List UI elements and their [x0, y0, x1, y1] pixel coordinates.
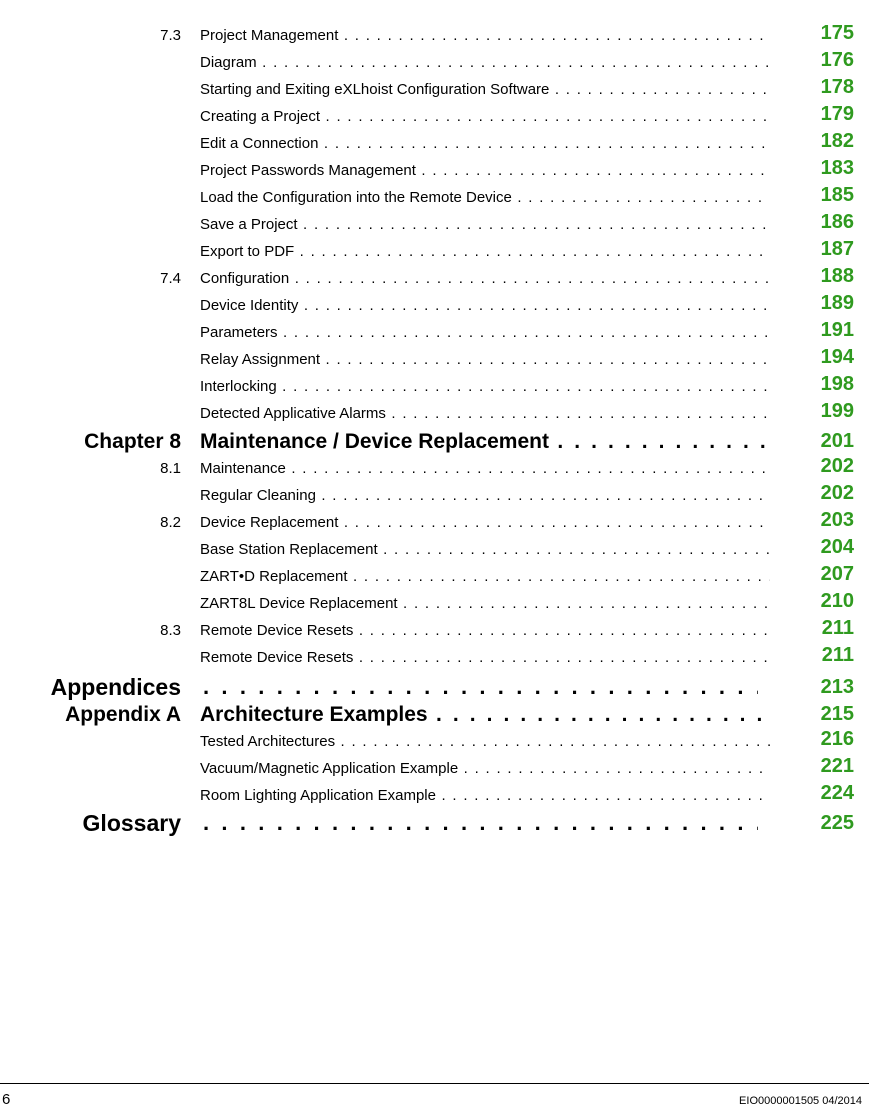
toc-title[interactable]	[203, 810, 758, 836]
toc-row[interactable]	[0, 810, 869, 838]
toc-number: Glossary	[82, 810, 181, 836]
toc-row[interactable]	[0, 432, 869, 456]
toc-title[interactable]: Base Station Replacement . . .	[200, 541, 770, 558]
toc-row[interactable]	[0, 132, 869, 156]
toc-page-number[interactable]: 187	[820, 238, 854, 260]
toc-number: 7.4	[160, 270, 181, 287]
toc-row[interactable]	[0, 105, 869, 129]
toc-title[interactable]: Parameters . . .	[200, 324, 770, 341]
toc-number: Appendix A	[65, 703, 181, 726]
toc-number: Chapter 8	[84, 430, 181, 453]
toc-page-number[interactable]: 203	[820, 509, 854, 531]
toc-row[interactable]	[0, 784, 869, 808]
toc-row[interactable]	[0, 511, 869, 535]
toc-row[interactable]	[0, 457, 869, 481]
toc-row[interactable]	[0, 402, 869, 426]
toc-page-number[interactable]: 204	[820, 536, 854, 558]
toc-title[interactable]	[203, 674, 758, 700]
toc-row[interactable]	[0, 159, 869, 183]
footer-document-reference: EIO0000001505 04/2014	[739, 1095, 862, 1107]
toc-page-number[interactable]: 178	[820, 76, 854, 98]
toc-page-number[interactable]: 225	[820, 812, 854, 834]
toc-page-number[interactable]: 215	[820, 703, 854, 725]
toc-title[interactable]: Creating a Project . . .	[200, 108, 770, 125]
toc-title[interactable]: Project Management . . .	[200, 27, 770, 44]
toc-title[interactable]: ZART•D Replacement . . .	[200, 568, 770, 585]
toc-title[interactable]: Starting and Exiting eXLhoist Configuration Software . . .	[200, 81, 770, 98]
toc-number: 8.3	[160, 622, 181, 639]
toc-page-number[interactable]: 179	[820, 103, 854, 125]
toc-title[interactable]: Remote Device Resets . . .	[200, 622, 770, 639]
toc-row[interactable]	[0, 592, 869, 616]
toc-row[interactable]	[0, 619, 869, 643]
toc-title[interactable]: Project Passwords Management . . .	[200, 162, 770, 179]
toc-row[interactable]	[0, 348, 869, 372]
toc-title[interactable]: Tested Architectures . . .	[200, 733, 770, 750]
toc-row[interactable]	[0, 538, 869, 562]
toc-page-number[interactable]: 191	[820, 319, 854, 341]
toc-title[interactable]: Device Replacement . . .	[200, 514, 770, 531]
toc-title[interactable]: Vacuum/Magnetic Application Example . . .	[200, 760, 770, 777]
toc-title[interactable]: Regular Cleaning . . .	[200, 487, 770, 504]
toc-page-number[interactable]: 224	[820, 782, 854, 804]
toc-row[interactable]	[0, 267, 869, 291]
toc-row[interactable]	[0, 186, 869, 210]
toc-row[interactable]	[0, 730, 869, 754]
toc-row[interactable]	[0, 321, 869, 345]
toc-title[interactable]: Room Lighting Application Example . . .	[200, 787, 770, 804]
toc-page-number[interactable]: 221	[820, 755, 854, 777]
toc-row[interactable]	[0, 565, 869, 589]
footer-page-number: 6	[2, 1091, 11, 1108]
toc-row[interactable]	[0, 674, 869, 702]
toc-row[interactable]	[0, 240, 869, 264]
toc-row[interactable]	[0, 51, 869, 75]
toc-title[interactable]: Interlocking . . .	[200, 378, 770, 395]
toc-row[interactable]	[0, 646, 869, 670]
toc-number: 8.2	[160, 514, 181, 531]
toc-title[interactable]: Edit a Connection . . .	[200, 135, 770, 152]
toc-row[interactable]	[0, 757, 869, 781]
toc-row[interactable]	[0, 484, 869, 508]
toc-row[interactable]	[0, 213, 869, 237]
toc-title[interactable]: ZART8L Device Replacement . . .	[200, 595, 770, 612]
toc-page-number[interactable]: 202	[820, 482, 854, 504]
toc-number: Appendices	[50, 674, 181, 700]
toc-page-number[interactable]: 213	[820, 676, 854, 698]
toc-page-number[interactable]: 176	[820, 49, 854, 71]
toc-page-number[interactable]: 202	[820, 455, 854, 477]
toc-title[interactable]: Relay Assignment . . .	[200, 351, 770, 368]
toc-row[interactable]	[0, 78, 869, 102]
toc-row[interactable]	[0, 375, 869, 399]
toc-title[interactable]: Remote Device Resets . . .	[200, 649, 770, 666]
toc-title[interactable]: Architecture Examples . . .	[200, 703, 770, 727]
toc-page-number[interactable]: 182	[820, 130, 854, 152]
toc-title[interactable]: Device Identity . . .	[200, 297, 770, 314]
toc-title[interactable]: Export to PDF . . .	[200, 243, 770, 260]
toc-page-number[interactable]: 211	[821, 617, 854, 639]
toc-title[interactable]: Configuration . . .	[200, 270, 770, 287]
toc-row[interactable]	[0, 705, 869, 729]
toc-page-number[interactable]: 175	[820, 22, 854, 44]
toc-page-number[interactable]: 216	[820, 728, 854, 750]
toc-page-number[interactable]: 210	[820, 590, 854, 612]
toc-page-number[interactable]: 199	[820, 400, 854, 422]
toc-title[interactable]: Load the Configuration into the Remote Device . . .	[200, 189, 770, 206]
toc-page-number[interactable]: 211	[821, 644, 854, 666]
toc-page-number[interactable]: 198	[820, 373, 854, 395]
footer-divider	[0, 1083, 869, 1084]
toc-page-number[interactable]: 207	[820, 563, 854, 585]
toc-page-number[interactable]: 194	[820, 346, 854, 368]
toc-number: 8.1	[160, 460, 181, 477]
toc-row[interactable]	[0, 294, 869, 318]
toc-page-number[interactable]: 183	[820, 157, 854, 179]
toc-page-number[interactable]: 186	[820, 211, 854, 233]
toc-title[interactable]: Detected Applicative Alarms . . .	[200, 405, 770, 422]
toc-page-number[interactable]: 189	[820, 292, 854, 314]
toc-page-number[interactable]: 188	[820, 265, 854, 287]
toc-title[interactable]: Save a Project . . .	[200, 216, 770, 233]
toc-page-number[interactable]: 185	[820, 184, 854, 206]
toc-title[interactable]: Maintenance / Device Replacement . . .	[200, 430, 770, 454]
toc-title[interactable]: Maintenance . . .	[200, 460, 770, 477]
toc-page-number[interactable]: 201	[820, 430, 854, 452]
toc-row[interactable]	[0, 24, 869, 48]
toc-number: 7.3	[160, 27, 181, 44]
toc-title[interactable]: Diagram . . .	[200, 54, 770, 71]
